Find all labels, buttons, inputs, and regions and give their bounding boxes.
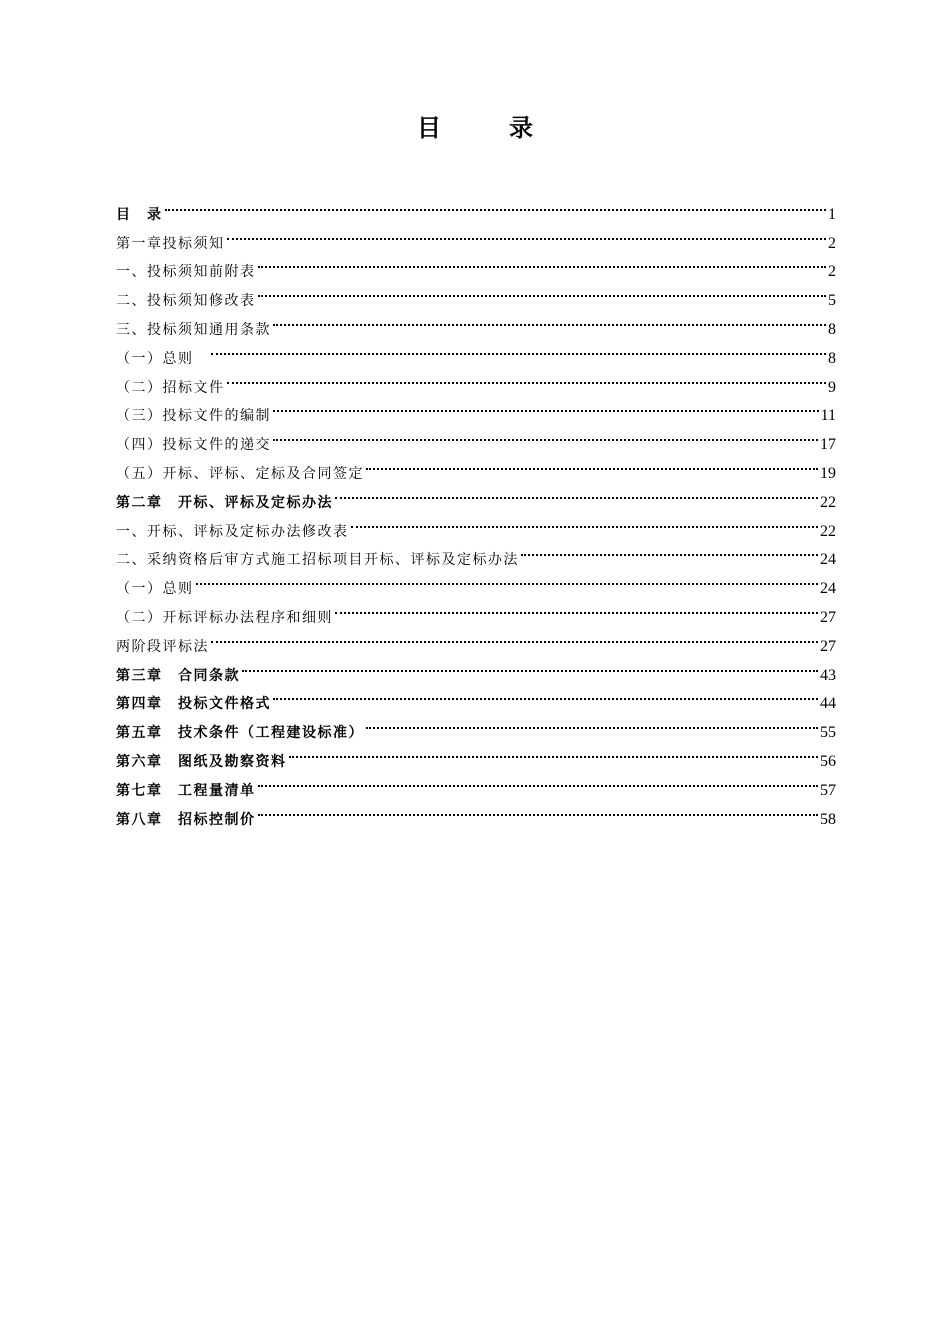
- toc-entry-label: （一）总则: [116, 350, 209, 367]
- toc-entry-page: 19: [820, 464, 836, 482]
- toc-entry-page: 55: [820, 724, 836, 742]
- toc-leader-dots: [289, 737, 819, 766]
- toc-leader-dots: [211, 622, 818, 651]
- toc-entry-page: 24: [820, 551, 836, 569]
- toc-leader-dots: [366, 449, 818, 478]
- toc-entry[interactable]: [116, 622, 836, 655]
- toc-entry-label: 第二章 开标、评标及定标办法: [116, 494, 333, 511]
- toc-entry[interactable]: [116, 334, 836, 367]
- toc-leader-dots: [273, 392, 819, 421]
- toc-entry-page: 17: [820, 436, 836, 454]
- toc-entry[interactable]: [116, 564, 836, 598]
- toc-entry-label: 第四章 投标文件格式: [116, 696, 271, 713]
- toc-leader-dots: [335, 478, 818, 507]
- toc-leader-dots: [242, 651, 818, 680]
- toc-entry-label: 第一章投标须知: [116, 235, 225, 252]
- toc-entry-page: 5: [828, 292, 836, 310]
- toc-entry-page: 44: [820, 695, 836, 713]
- toc-entry-label: 第六章 图纸及勘察资料: [116, 753, 287, 770]
- toc-entry-page: 9: [828, 378, 836, 396]
- toc-entry-label: 一、开标、评标及定标办法修改表: [116, 523, 349, 540]
- toc-entry-page: 58: [820, 810, 836, 828]
- toc-leader-dots: [258, 795, 819, 824]
- toc-entry-page: 8: [828, 320, 836, 338]
- toc-entry[interactable]: [116, 190, 836, 223]
- toc-entry-page: 22: [820, 493, 836, 511]
- toc-entry-page: 57: [820, 781, 836, 799]
- toc-leader-dots: [258, 276, 827, 305]
- toc-entry-label: 第八章 招标控制价: [116, 811, 256, 828]
- toc-entry-page: 11: [820, 407, 836, 425]
- toc-entry-label: 二、投标须知修改表: [116, 293, 256, 310]
- toc-entry-label: 一、投标须知前附表: [116, 264, 256, 281]
- toc-leader-dots: [258, 766, 819, 795]
- toc-entry-page: 22: [820, 522, 836, 540]
- toc-entry-label: （三）投标文件的编制: [116, 408, 271, 425]
- toc-leader-dots: [165, 190, 827, 219]
- toc-leader-dots: [273, 680, 818, 709]
- toc-entry[interactable]: [116, 651, 836, 684]
- toc-leader-dots: [273, 420, 818, 449]
- toc-entry-label: （二）开标评标办法程序和细则: [116, 609, 333, 626]
- toc-leader-dots: [273, 305, 826, 334]
- toc-entry-label: （二）招标文件: [116, 379, 225, 396]
- toc-entry-page: 2: [828, 234, 836, 252]
- toc-entry[interactable]: [116, 593, 836, 626]
- toc-entry-page: 8: [828, 349, 836, 367]
- toc-entry-page: 27: [820, 637, 836, 655]
- toc-entry-label: 第三章 合同条款: [116, 667, 240, 684]
- toc-leader-dots: [366, 708, 818, 737]
- toc-entry[interactable]: [116, 219, 836, 252]
- toc-entry-label: （一）总则: [116, 581, 194, 598]
- toc-entry-page: 27: [820, 608, 836, 626]
- toc-entry-label: （四）投标文件的递交: [116, 437, 271, 454]
- toc-leader-dots: [227, 363, 827, 392]
- toc-entry-label: 目 录: [116, 206, 163, 223]
- toc-leader-dots: [258, 248, 827, 277]
- toc-leader-dots: [211, 334, 826, 363]
- toc-leader-dots: [196, 564, 819, 593]
- toc-entry[interactable]: [116, 363, 836, 396]
- toc-leader-dots: [351, 507, 819, 536]
- toc-entry-page: 24: [820, 580, 836, 598]
- toc-entry-label: 第七章 工程量清单: [116, 782, 256, 799]
- toc-entry-label: 二、采纳资格后审方式施工招标项目开标、评标及定标办法: [116, 552, 519, 569]
- toc-leader-dots: [521, 536, 818, 565]
- page-title: 目 录: [417, 114, 555, 142]
- toc-entry-label: 第五章 技术条件（工程建设标准）: [116, 725, 364, 742]
- toc-leader-dots: [227, 219, 827, 248]
- toc-entry-label: （五）开标、评标、定标及合同签定: [116, 465, 364, 482]
- toc-entry-label: 三、投标须知通用条款: [116, 321, 271, 338]
- toc-leader-dots: [335, 593, 818, 622]
- toc-entry-label: 两阶段评标法: [116, 638, 209, 655]
- toc-entry-page: 56: [820, 752, 836, 770]
- toc-entry-page: 1: [828, 205, 836, 223]
- table-of-contents: [116, 190, 836, 828]
- toc-entry-page: 43: [820, 666, 836, 684]
- toc-entry-page: 2: [828, 263, 836, 281]
